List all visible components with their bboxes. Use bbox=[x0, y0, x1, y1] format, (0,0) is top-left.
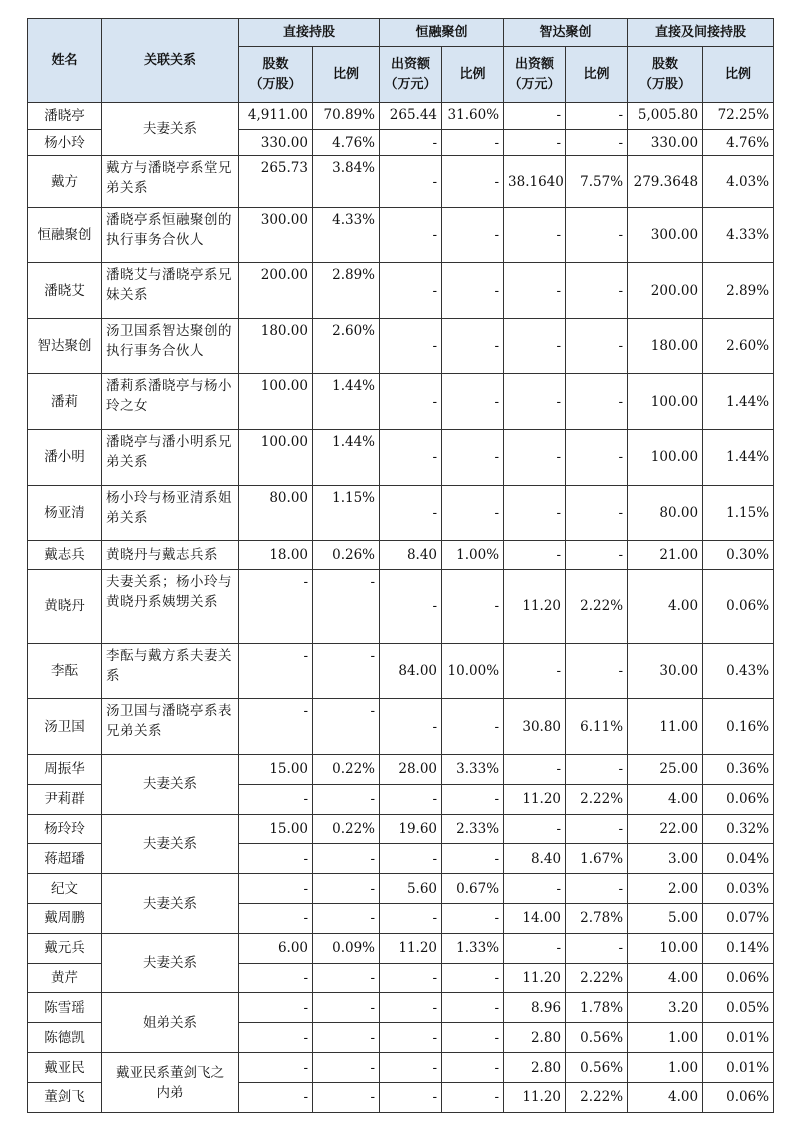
zhida-capital-header: 出资额 （万元） bbox=[504, 47, 566, 103]
hengrong-capital-cell: - bbox=[380, 844, 442, 874]
hengrong-ratio-cell: - bbox=[442, 569, 504, 643]
zhida-capital-cell: 8.40 bbox=[504, 844, 566, 874]
total-ratio-cell: 0.30% bbox=[703, 541, 774, 570]
table-row bbox=[28, 430, 774, 486]
name-cell: 蒋超璠 bbox=[28, 844, 102, 874]
total-ratio-cell: 0.03% bbox=[703, 874, 774, 904]
relation-cell: 杨小玲与杨亚清系姐弟关系 bbox=[102, 485, 239, 541]
direct-ratio-cell: 0.22% bbox=[313, 814, 380, 844]
table-body bbox=[28, 103, 774, 1113]
total-shares-cell: 180.00 bbox=[628, 318, 703, 374]
hengrong-ratio-cell: 31.60% bbox=[442, 103, 504, 130]
name-cell: 杨小玲 bbox=[28, 129, 102, 156]
hengrong-ratio-cell: - bbox=[442, 1023, 504, 1053]
direct-ratio-cell: 2.89% bbox=[313, 263, 380, 319]
table-row bbox=[28, 318, 774, 374]
hengrong-capital-cell: - bbox=[380, 904, 442, 934]
total-ratio-cell: 0.06% bbox=[703, 569, 774, 643]
zhida-capital-cell: - bbox=[504, 814, 566, 844]
hengrong-capital-cell: 84.00 bbox=[380, 643, 442, 699]
zhida-ratio-cell: 0.56% bbox=[566, 1023, 628, 1053]
zhida-ratio-header: 比例 bbox=[566, 47, 628, 103]
total-ratio-cell: 0.04% bbox=[703, 844, 774, 874]
zhida-ratio-cell: 7.57% bbox=[566, 156, 628, 207]
shareholding-table bbox=[27, 18, 774, 1113]
zhida-capital-cell: - bbox=[504, 643, 566, 699]
total-ratio-cell: 0.43% bbox=[703, 643, 774, 699]
total-shares-cell: 5,005.80 bbox=[628, 103, 703, 130]
total-ratio-cell: 0.06% bbox=[703, 784, 774, 814]
direct-shares-cell: 4,911.00 bbox=[239, 103, 313, 130]
name-cell: 李酝 bbox=[28, 643, 102, 699]
hengrong-ratio-cell: - bbox=[442, 904, 504, 934]
zhida-ratio-cell: 2.78% bbox=[566, 904, 628, 934]
zhida-capital-cell: 2.80 bbox=[504, 1023, 566, 1053]
total-ratio-cell: 0.01% bbox=[703, 1023, 774, 1053]
name-cell: 尹莉群 bbox=[28, 784, 102, 814]
hengrong-ratio-cell: 1.00% bbox=[442, 541, 504, 570]
table-row bbox=[28, 993, 774, 1023]
hengrong-capital-cell: - bbox=[380, 1053, 442, 1083]
total-ratio-cell: 0.07% bbox=[703, 904, 774, 934]
direct-shares-cell: - bbox=[239, 643, 313, 699]
total-shares-cell: 2.00 bbox=[628, 874, 703, 904]
zhida-capital-cell: 11.20 bbox=[504, 963, 566, 993]
group-direct-header: 直接持股 bbox=[239, 19, 380, 47]
hengrong-ratio-header: 比例 bbox=[442, 47, 504, 103]
total-shares-cell: 11.00 bbox=[628, 699, 703, 755]
zhida-capital-cell: - bbox=[504, 374, 566, 430]
total-shares-cell: 1.00 bbox=[628, 1023, 703, 1053]
direct-ratio-cell: 3.84% bbox=[313, 156, 380, 207]
hengrong-ratio-cell: 3.33% bbox=[442, 754, 504, 784]
hengrong-capital-cell: 11.20 bbox=[380, 933, 442, 963]
name-cell: 戴周鹏 bbox=[28, 904, 102, 934]
total-shares-cell: 25.00 bbox=[628, 754, 703, 784]
relation-cell: 夫妻关系 bbox=[102, 814, 239, 874]
hengrong-capital-header: 出资额 （万元） bbox=[380, 47, 442, 103]
zhida-ratio-cell: - bbox=[566, 541, 628, 570]
direct-shares-cell: 18.00 bbox=[239, 541, 313, 570]
zhida-capital-cell: 11.20 bbox=[504, 784, 566, 814]
direct-shares-cell: - bbox=[239, 699, 313, 755]
col-relation-header: 关联关系 bbox=[102, 19, 239, 103]
total-ratio-cell: 4.03% bbox=[703, 156, 774, 207]
zhida-ratio-cell: - bbox=[566, 430, 628, 486]
hengrong-capital-cell: - bbox=[380, 993, 442, 1023]
hengrong-ratio-cell: - bbox=[442, 129, 504, 156]
name-cell: 戴元兵 bbox=[28, 933, 102, 963]
zhida-ratio-cell: 2.22% bbox=[566, 1082, 628, 1112]
name-cell: 潘晓艾 bbox=[28, 263, 102, 319]
zhida-capital-cell: - bbox=[504, 485, 566, 541]
relation-cell: 夫妻关系 bbox=[102, 754, 239, 814]
total-ratio-cell: 0.05% bbox=[703, 993, 774, 1023]
hengrong-capital-cell: - bbox=[380, 374, 442, 430]
zhida-ratio-cell: - bbox=[566, 754, 628, 784]
relation-cell: 潘晓艾与潘晓亭系兄妹关系 bbox=[102, 263, 239, 319]
total-shares-cell: 1.00 bbox=[628, 1053, 703, 1083]
total-shares-cell: 5.00 bbox=[628, 904, 703, 934]
table-row bbox=[28, 541, 774, 570]
zhida-ratio-cell: 6.11% bbox=[566, 699, 628, 755]
relation-cell: 戴亚民系董剑飞之内弟 bbox=[102, 1053, 239, 1113]
zhida-ratio-cell: 2.22% bbox=[566, 784, 628, 814]
hengrong-ratio-cell: - bbox=[442, 844, 504, 874]
zhida-ratio-cell: 2.22% bbox=[566, 963, 628, 993]
direct-shares-cell: - bbox=[239, 844, 313, 874]
zhida-capital-cell: - bbox=[504, 129, 566, 156]
direct-shares-cell: 180.00 bbox=[239, 318, 313, 374]
hengrong-capital-cell: - bbox=[380, 263, 442, 319]
name-cell: 杨玲玲 bbox=[28, 814, 102, 844]
hengrong-capital-cell: - bbox=[380, 207, 442, 263]
total-ratio-cell: 0.06% bbox=[703, 1082, 774, 1112]
hengrong-capital-cell: - bbox=[380, 318, 442, 374]
direct-shares-cell: 200.00 bbox=[239, 263, 313, 319]
name-cell: 戴志兵 bbox=[28, 541, 102, 570]
table-row bbox=[28, 485, 774, 541]
total-shares-cell: 4.00 bbox=[628, 1082, 703, 1112]
direct-ratio-cell: - bbox=[313, 993, 380, 1023]
total-ratio-cell: 72.25% bbox=[703, 103, 774, 130]
direct-ratio-cell: 1.44% bbox=[313, 430, 380, 486]
zhida-capital-cell: 30.80 bbox=[504, 699, 566, 755]
total-ratio-cell: 4.33% bbox=[703, 207, 774, 263]
relation-cell: 李酝与戴方系夫妻关系 bbox=[102, 643, 239, 699]
total-shares-cell: 4.00 bbox=[628, 569, 703, 643]
zhida-ratio-cell: - bbox=[566, 933, 628, 963]
table-row bbox=[28, 156, 774, 207]
group-hengrong-header: 恒融聚创 bbox=[380, 19, 504, 47]
zhida-capital-cell: 2.80 bbox=[504, 1053, 566, 1083]
total-shares-cell: 4.00 bbox=[628, 784, 703, 814]
name-cell: 智达聚创 bbox=[28, 318, 102, 374]
direct-ratio-cell: 4.33% bbox=[313, 207, 380, 263]
direct-ratio-cell: - bbox=[313, 569, 380, 643]
zhida-capital-cell: - bbox=[504, 754, 566, 784]
direct-shares-cell: 100.00 bbox=[239, 374, 313, 430]
zhida-ratio-cell: 1.78% bbox=[566, 993, 628, 1023]
hengrong-capital-cell: 8.40 bbox=[380, 541, 442, 570]
hengrong-ratio-cell: - bbox=[442, 963, 504, 993]
direct-shares-cell: - bbox=[239, 1023, 313, 1053]
name-cell: 戴亚民 bbox=[28, 1053, 102, 1083]
hengrong-ratio-cell: - bbox=[442, 263, 504, 319]
relation-cell: 夫妻关系 bbox=[102, 103, 239, 156]
table-row bbox=[28, 103, 774, 130]
zhida-ratio-cell: - bbox=[566, 103, 628, 130]
relation-cell: 潘晓亭与潘小明系兄弟关系 bbox=[102, 430, 239, 486]
name-cell: 潘莉 bbox=[28, 374, 102, 430]
total-shares-cell: 80.00 bbox=[628, 485, 703, 541]
hengrong-ratio-cell: - bbox=[442, 699, 504, 755]
hengrong-ratio-cell: - bbox=[442, 784, 504, 814]
zhida-ratio-cell: - bbox=[566, 318, 628, 374]
zhida-capital-cell: - bbox=[504, 430, 566, 486]
relation-cell: 黄晓丹与戴志兵系 bbox=[102, 541, 239, 570]
direct-shares-header: 股数 （万股） bbox=[239, 47, 313, 103]
direct-ratio-cell: 1.15% bbox=[313, 485, 380, 541]
zhida-capital-cell: - bbox=[504, 933, 566, 963]
zhida-capital-cell: - bbox=[504, 103, 566, 130]
hengrong-ratio-cell: 1.33% bbox=[442, 933, 504, 963]
table-row bbox=[28, 933, 774, 963]
direct-shares-cell: - bbox=[239, 963, 313, 993]
name-cell: 汤卫国 bbox=[28, 699, 102, 755]
direct-ratio-cell: 0.22% bbox=[313, 754, 380, 784]
direct-shares-cell: - bbox=[239, 993, 313, 1023]
total-shares-cell: 4.00 bbox=[628, 963, 703, 993]
hengrong-capital-cell: 265.44 bbox=[380, 103, 442, 130]
table-row bbox=[28, 569, 774, 643]
zhida-ratio-cell: - bbox=[566, 814, 628, 844]
hengrong-capital-cell: - bbox=[380, 430, 442, 486]
direct-ratio-cell: 4.76% bbox=[313, 129, 380, 156]
total-ratio-cell: 1.15% bbox=[703, 485, 774, 541]
total-ratio-cell: 2.89% bbox=[703, 263, 774, 319]
hengrong-capital-cell: - bbox=[380, 784, 442, 814]
direct-ratio-cell: - bbox=[313, 1082, 380, 1112]
direct-shares-cell: 15.00 bbox=[239, 814, 313, 844]
hengrong-capital-cell: 5.60 bbox=[380, 874, 442, 904]
total-shares-cell: 279.3648 bbox=[628, 156, 703, 207]
hengrong-capital-cell: - bbox=[380, 569, 442, 643]
total-ratio-cell: 0.01% bbox=[703, 1053, 774, 1083]
name-cell: 陈德凯 bbox=[28, 1023, 102, 1053]
relation-cell: 汤卫国系智达聚创的执行事务合伙人 bbox=[102, 318, 239, 374]
direct-ratio-cell: - bbox=[313, 1053, 380, 1083]
direct-ratio-cell: - bbox=[313, 904, 380, 934]
zhida-ratio-cell: 2.22% bbox=[566, 569, 628, 643]
hengrong-capital-cell: - bbox=[380, 699, 442, 755]
total-shares-cell: 10.00 bbox=[628, 933, 703, 963]
hengrong-capital-cell: - bbox=[380, 156, 442, 207]
total-ratio-cell: 0.16% bbox=[703, 699, 774, 755]
hengrong-ratio-cell: - bbox=[442, 430, 504, 486]
total-shares-cell: 200.00 bbox=[628, 263, 703, 319]
zhida-ratio-cell: 1.67% bbox=[566, 844, 628, 874]
direct-shares-cell: 6.00 bbox=[239, 933, 313, 963]
hengrong-ratio-cell: - bbox=[442, 207, 504, 263]
total-ratio-cell: 0.36% bbox=[703, 754, 774, 784]
zhida-capital-cell: - bbox=[504, 263, 566, 319]
direct-shares-cell: - bbox=[239, 874, 313, 904]
relation-cell: 潘晓亭系恒融聚创的执行事务合伙人 bbox=[102, 207, 239, 263]
total-ratio-header: 比例 bbox=[703, 47, 774, 103]
hengrong-capital-cell: 28.00 bbox=[380, 754, 442, 784]
hengrong-ratio-cell: - bbox=[442, 318, 504, 374]
hengrong-ratio-cell: - bbox=[442, 156, 504, 207]
zhida-ratio-cell: - bbox=[566, 207, 628, 263]
hengrong-capital-cell: - bbox=[380, 485, 442, 541]
name-cell: 周振华 bbox=[28, 754, 102, 784]
relation-cell: 姐弟关系 bbox=[102, 993, 239, 1053]
direct-ratio-cell: 0.09% bbox=[313, 933, 380, 963]
total-shares-cell: 100.00 bbox=[628, 374, 703, 430]
zhida-ratio-cell: - bbox=[566, 643, 628, 699]
table-row bbox=[28, 814, 774, 844]
total-shares-cell: 21.00 bbox=[628, 541, 703, 570]
direct-ratio-header: 比例 bbox=[313, 47, 380, 103]
total-shares-cell: 3.20 bbox=[628, 993, 703, 1023]
total-shares-cell: 100.00 bbox=[628, 430, 703, 486]
table-row bbox=[28, 643, 774, 699]
zhida-capital-cell: 8.96 bbox=[504, 993, 566, 1023]
zhida-ratio-cell: - bbox=[566, 874, 628, 904]
table-row bbox=[28, 874, 774, 904]
hengrong-ratio-cell: - bbox=[442, 374, 504, 430]
relation-cell: 夫妻关系 bbox=[102, 874, 239, 934]
hengrong-capital-cell: - bbox=[380, 129, 442, 156]
direct-ratio-cell: - bbox=[313, 643, 380, 699]
hengrong-ratio-cell: 10.00% bbox=[442, 643, 504, 699]
total-ratio-cell: 1.44% bbox=[703, 430, 774, 486]
zhida-ratio-cell: - bbox=[566, 263, 628, 319]
zhida-ratio-cell: - bbox=[566, 485, 628, 541]
hengrong-capital-cell: 19.60 bbox=[380, 814, 442, 844]
zhida-capital-cell: - bbox=[504, 207, 566, 263]
direct-ratio-cell: - bbox=[313, 963, 380, 993]
zhida-capital-cell: 14.00 bbox=[504, 904, 566, 934]
direct-shares-cell: - bbox=[239, 904, 313, 934]
hengrong-ratio-cell: - bbox=[442, 1082, 504, 1112]
name-cell: 潘小明 bbox=[28, 430, 102, 486]
zhida-ratio-cell: - bbox=[566, 374, 628, 430]
table-row bbox=[28, 374, 774, 430]
direct-shares-cell: 265.73 bbox=[239, 156, 313, 207]
relation-cell: 夫妻关系；杨小玲与黄晓丹系姨甥关系 bbox=[102, 569, 239, 643]
name-cell: 黄芹 bbox=[28, 963, 102, 993]
table-row bbox=[28, 754, 774, 784]
hengrong-capital-cell: - bbox=[380, 1023, 442, 1053]
total-shares-cell: 330.00 bbox=[628, 129, 703, 156]
direct-shares-cell: 100.00 bbox=[239, 430, 313, 486]
table-header bbox=[28, 19, 774, 103]
hengrong-ratio-cell: 2.33% bbox=[442, 814, 504, 844]
direct-shares-cell: - bbox=[239, 1053, 313, 1083]
group-zhida-header: 智达聚创 bbox=[504, 19, 628, 47]
relation-cell: 汤卫国与潘晓亭系表兄弟关系 bbox=[102, 699, 239, 755]
total-shares-cell: 30.00 bbox=[628, 643, 703, 699]
hengrong-ratio-cell: - bbox=[442, 485, 504, 541]
direct-ratio-cell: 2.60% bbox=[313, 318, 380, 374]
zhida-capital-cell: 11.20 bbox=[504, 1082, 566, 1112]
direct-shares-cell: 330.00 bbox=[239, 129, 313, 156]
direct-shares-cell: - bbox=[239, 784, 313, 814]
total-shares-cell: 300.00 bbox=[628, 207, 703, 263]
relation-cell: 戴方与潘晓亭系堂兄弟关系 bbox=[102, 156, 239, 207]
zhida-ratio-cell: 0.56% bbox=[566, 1053, 628, 1083]
hengrong-ratio-cell: 0.67% bbox=[442, 874, 504, 904]
direct-ratio-cell: - bbox=[313, 844, 380, 874]
name-cell: 黄晓丹 bbox=[28, 569, 102, 643]
zhida-capital-cell: 11.20 bbox=[504, 569, 566, 643]
hengrong-capital-cell: - bbox=[380, 963, 442, 993]
name-cell: 戴方 bbox=[28, 156, 102, 207]
name-cell: 董剑飞 bbox=[28, 1082, 102, 1112]
zhida-ratio-cell: - bbox=[566, 129, 628, 156]
table-row bbox=[28, 1053, 774, 1083]
relation-cell: 潘莉系潘晓亭与杨小玲之女 bbox=[102, 374, 239, 430]
total-ratio-cell: 0.14% bbox=[703, 933, 774, 963]
direct-shares-cell: 15.00 bbox=[239, 754, 313, 784]
col-name-header: 姓名 bbox=[28, 19, 102, 103]
direct-ratio-cell: 1.44% bbox=[313, 374, 380, 430]
total-shares-cell: 22.00 bbox=[628, 814, 703, 844]
total-shares-cell: 3.00 bbox=[628, 844, 703, 874]
total-ratio-cell: 0.06% bbox=[703, 963, 774, 993]
direct-ratio-cell: 70.89% bbox=[313, 103, 380, 130]
total-shares-header: 股数 （万股） bbox=[628, 47, 703, 103]
name-cell: 纪文 bbox=[28, 874, 102, 904]
hengrong-ratio-cell: - bbox=[442, 1053, 504, 1083]
table-row bbox=[28, 207, 774, 263]
total-ratio-cell: 4.76% bbox=[703, 129, 774, 156]
direct-ratio-cell: - bbox=[313, 784, 380, 814]
direct-ratio-cell: - bbox=[313, 699, 380, 755]
name-cell: 恒融聚创 bbox=[28, 207, 102, 263]
total-ratio-cell: 0.32% bbox=[703, 814, 774, 844]
direct-ratio-cell: - bbox=[313, 874, 380, 904]
zhida-capital-cell: - bbox=[504, 541, 566, 570]
direct-shares-cell: - bbox=[239, 569, 313, 643]
name-cell: 潘晓亭 bbox=[28, 103, 102, 130]
table-row bbox=[28, 699, 774, 755]
zhida-capital-cell: 38.1640 bbox=[504, 156, 566, 207]
direct-ratio-cell: 0.26% bbox=[313, 541, 380, 570]
direct-shares-cell: 300.00 bbox=[239, 207, 313, 263]
total-ratio-cell: 2.60% bbox=[703, 318, 774, 374]
direct-ratio-cell: - bbox=[313, 1023, 380, 1053]
hengrong-ratio-cell: - bbox=[442, 993, 504, 1023]
name-cell: 陈雪瑶 bbox=[28, 993, 102, 1023]
table-row bbox=[28, 263, 774, 319]
total-ratio-cell: 1.44% bbox=[703, 374, 774, 430]
hengrong-capital-cell: - bbox=[380, 1082, 442, 1112]
direct-shares-cell: - bbox=[239, 1082, 313, 1112]
group-total-header: 直接及间接持股 bbox=[628, 19, 774, 47]
relation-cell: 夫妻关系 bbox=[102, 933, 239, 993]
zhida-capital-cell: - bbox=[504, 874, 566, 904]
zhida-capital-cell: - bbox=[504, 318, 566, 374]
direct-shares-cell: 80.00 bbox=[239, 485, 313, 541]
name-cell: 杨亚清 bbox=[28, 485, 102, 541]
